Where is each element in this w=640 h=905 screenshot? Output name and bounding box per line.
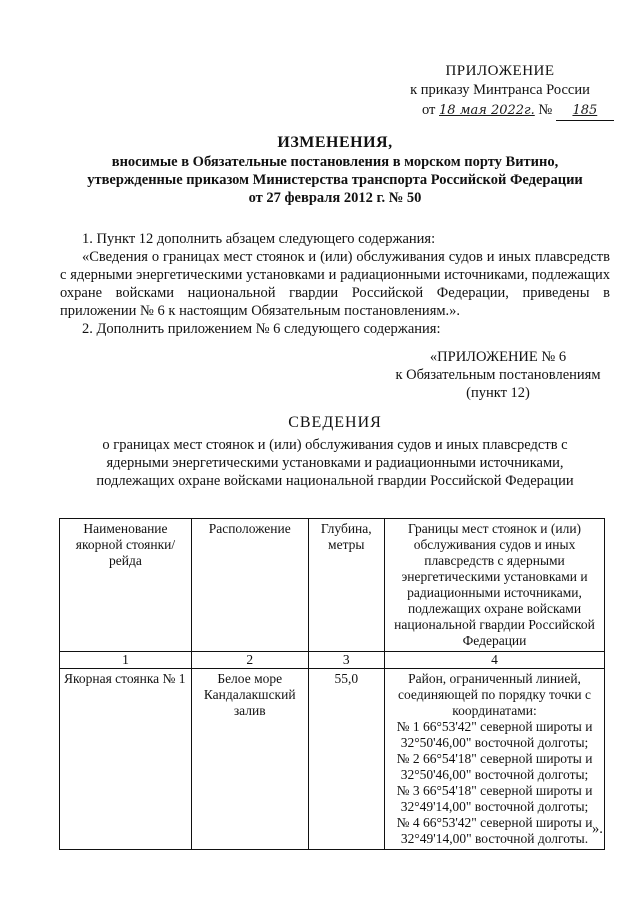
paragraph-3: 2. Дополнить приложением № 6 следующего содержания: [82,321,441,337]
col-number-3: 3 [308,652,385,669]
col-number-1: 1 [60,652,192,669]
handwritten-date: 18 мая 2022г. [439,103,535,118]
body-text [60,230,610,338]
number-label: № [538,102,553,118]
date-prefix: от [422,102,436,118]
table-number-row [60,652,605,669]
coordinate-point-3: № 3 66°54'18" северной широты и 32°49'14,00" восточной долготы; [396,783,593,814]
changes-title: ИЗМЕНЕНИЯ, [277,134,393,151]
anchorage-boundaries [385,669,605,850]
svedeniya-title: СВЕДЕНИЯ [288,414,382,431]
paragraph-1: 1. Пункт 12 дополнить абзацем следующего содержания: [82,231,436,247]
appendix-6-title: «ПРИЛОЖЕНИЕ № 6 [429,349,567,365]
anchorage-location: Белое море Кандалакшский залив [191,669,308,850]
table-header-row [60,519,605,652]
paragraph-2-text: «Сведения о границах мест стоянок и (или) обслуживания судов и иных плавсредств с ядерными энергетическими установками и радиационными источниками, подлежащих охране войсками национальной гвардии Российской Федерации, приведены в приложении № 6 к настоящим Обязательным постановлениям.». [60,249,610,319]
appendix-title: ПРИЛОЖЕНИЕ [445,63,555,79]
anchorage-name: Якорная стоянка № 1 [60,669,192,850]
changes-line-3: от 27 февраля 2012 г. № 50 [248,190,422,206]
table-row [60,669,605,850]
appendix-6-ref: к Обязательным постановлениям [395,367,601,383]
closing-quote: ». [592,821,603,837]
changes-heading [60,134,610,207]
header-depth: Глубина, метры [308,519,385,652]
changes-line-1: вносимые в Обязательные постановления в морском порту Витино, [111,154,559,170]
coordinate-point-1: № 1 66°53'42" северной широты и 32°50'46,00" восточной долготы; [396,719,593,750]
svedeniya-line-2: ядерными энергетическими установками и радиационными источниками, [106,455,564,471]
col-number-4: 4 [385,652,605,669]
coordinate-point-2: № 2 66°54'18" северной широты и 32°50'46,00" восточной долготы; [396,751,593,782]
header-location: Расположение [191,519,308,652]
boundaries-intro: Район, ограниченный линией, соединяющей по порядку точки с координатами: [398,671,592,718]
handwritten-number: 185 [572,103,598,118]
appendix-6-point: (пункт 12) [466,385,530,401]
appendix-date-number [380,101,620,121]
col-number-2: 2 [191,652,308,669]
coordinate-point-4: № 4 66°53'42" северной широты и 32°49'14,00" восточной долготы. [396,815,593,846]
paragraph-2 [60,248,610,320]
anchorage-table [59,518,605,850]
appendix-6-header [382,348,614,402]
appendix-order-ref: к приказу Минтранса России [410,82,590,98]
anchorage-depth: 55,0 [308,669,385,850]
svedeniya-line-1: о границах мест стоянок и (или) обслуживания судов и иных плавсредств с [102,437,568,453]
svedeniya-line-3: подлежащих охране войсками национальной гвардии Российской Федерации [96,473,574,489]
changes-line-2: утвержденные приказом Министерства транспорта Российской Федерации [87,172,583,188]
appendix-header [380,62,620,121]
header-boundaries: Границы мест стоянок и (или) обслуживания судов и иных плавсредств с ядерными энергетическими установками и радиационными источниками, подлежащих охране войсками национальной гвардии Российской Федерации [385,519,605,652]
svedeniya-heading [60,414,610,490]
header-name: Наименование якорной стоянки/рейда [60,519,192,652]
